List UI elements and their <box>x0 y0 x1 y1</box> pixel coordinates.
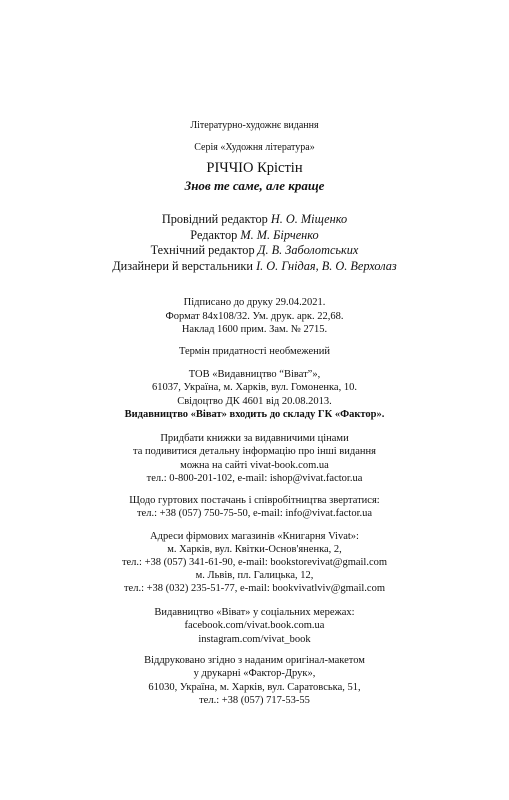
publisher-address: 61037, Україна, м. Харків, вул. Гомоненка, 10. <box>152 382 357 394</box>
author-name: РІЧЧІО Крістін <box>206 160 303 176</box>
editor-role: Технічний редактор <box>150 243 255 257</box>
editor-line <box>0 228 509 244</box>
shelf-life: Термін придатності необмежений <box>178 346 330 357</box>
buy-line: Придбати книжки за видавничими цінами <box>160 433 349 444</box>
social-facebook: facebook.com/vivat.book.com.ua <box>184 620 325 632</box>
series-name: Серія «Художня література» <box>194 142 315 153</box>
printer-address: 61030, Україна, м. Харків, вул. Саратовська, 51, <box>148 681 361 693</box>
publisher-name: ТОВ «Видавництво “Віват”», <box>188 369 321 380</box>
print-run: Наклад 1600 прим. Зам. № 2715. <box>181 324 328 335</box>
printer-line: Віддруковано згідно з наданим оригінал-макетом <box>144 655 365 666</box>
buy-info-block <box>0 432 509 485</box>
edition-type: Літературно-художнє видання <box>190 120 319 131</box>
social-block <box>0 606 509 646</box>
editor-name: І. О. Гнідая, В. О. Верхолаз <box>256 258 397 273</box>
editors-block <box>0 212 509 274</box>
printer-name: у друкарні «Фактор-Друк», <box>193 668 316 680</box>
shelf-life-block <box>0 345 509 359</box>
shops-block <box>0 530 509 595</box>
shop-address: м. Харків, вул. Квітки-Основ'яненка, 2, <box>167 544 342 556</box>
editor-name: Д. В. Заболотських <box>257 243 359 257</box>
bulk-info-block <box>0 494 509 521</box>
bulk-contacts: тел.: +38 (057) 750-75-50, e-mail: info@vivat.factor.ua <box>136 508 373 520</box>
print-info-block <box>0 296 509 337</box>
shop-address: м. Львів, пл. Галицька, 12, <box>195 570 314 582</box>
bulk-line: Щодо гуртових постачань і співробітництва звертатися: <box>129 495 380 506</box>
editor-line <box>0 259 509 275</box>
buy-line: та подивитися детальну інформацію про інші видання <box>133 446 376 458</box>
publisher-block <box>0 368 509 421</box>
social-heading: Видавництво «Віват» у соціальних мережах: <box>154 607 355 618</box>
buy-contacts: тел.: 0-800-201-102, e-mail: ishop@vivat.factor.ua <box>146 472 363 484</box>
editor-role: Дизайнери й верстальники <box>112 258 253 273</box>
printer-block <box>0 654 509 707</box>
title-block <box>0 159 509 194</box>
editor-role: Редактор <box>190 227 238 242</box>
shop-contacts: тел.: +38 (032) 235-51-77, e-mail: bookvivatlviv@gmail.com <box>123 583 386 595</box>
editor-line <box>0 243 509 259</box>
book-title: Знов те саме, але краще <box>184 178 325 193</box>
social-instagram: instagram.com/vivat_book <box>198 633 311 645</box>
printer-phone: тел.: +38 (057) 717-53-55 <box>199 694 310 706</box>
publisher-certificate: Свідоцтво ДК 4601 від 20.08.2013. <box>177 395 332 407</box>
editor-line <box>0 212 509 228</box>
editor-name: М. М. Бірченко <box>240 227 319 242</box>
shop-contacts: тел.: +38 (057) 341-61-90, e-mail: bookstorevivat@gmail.com <box>121 557 388 569</box>
buy-website: можна на сайті vivat-book.com.ua <box>180 459 329 471</box>
editor-role: Провідний редактор <box>161 212 268 226</box>
editor-name: Н. О. Міщенко <box>270 212 348 226</box>
print-signed: Підписано до друку 29.04.2021. <box>183 297 326 308</box>
edition-header <box>0 119 509 154</box>
shops-heading: Адреси фірмових магазинів «Книгарня Vivat»: <box>150 531 359 542</box>
publisher-group: Видавництво «Віват» входить до складу ГК «Фактор». <box>124 408 385 420</box>
print-format: Формат 84х108/32. Ум. друк. арк. 22,68. <box>165 310 344 322</box>
